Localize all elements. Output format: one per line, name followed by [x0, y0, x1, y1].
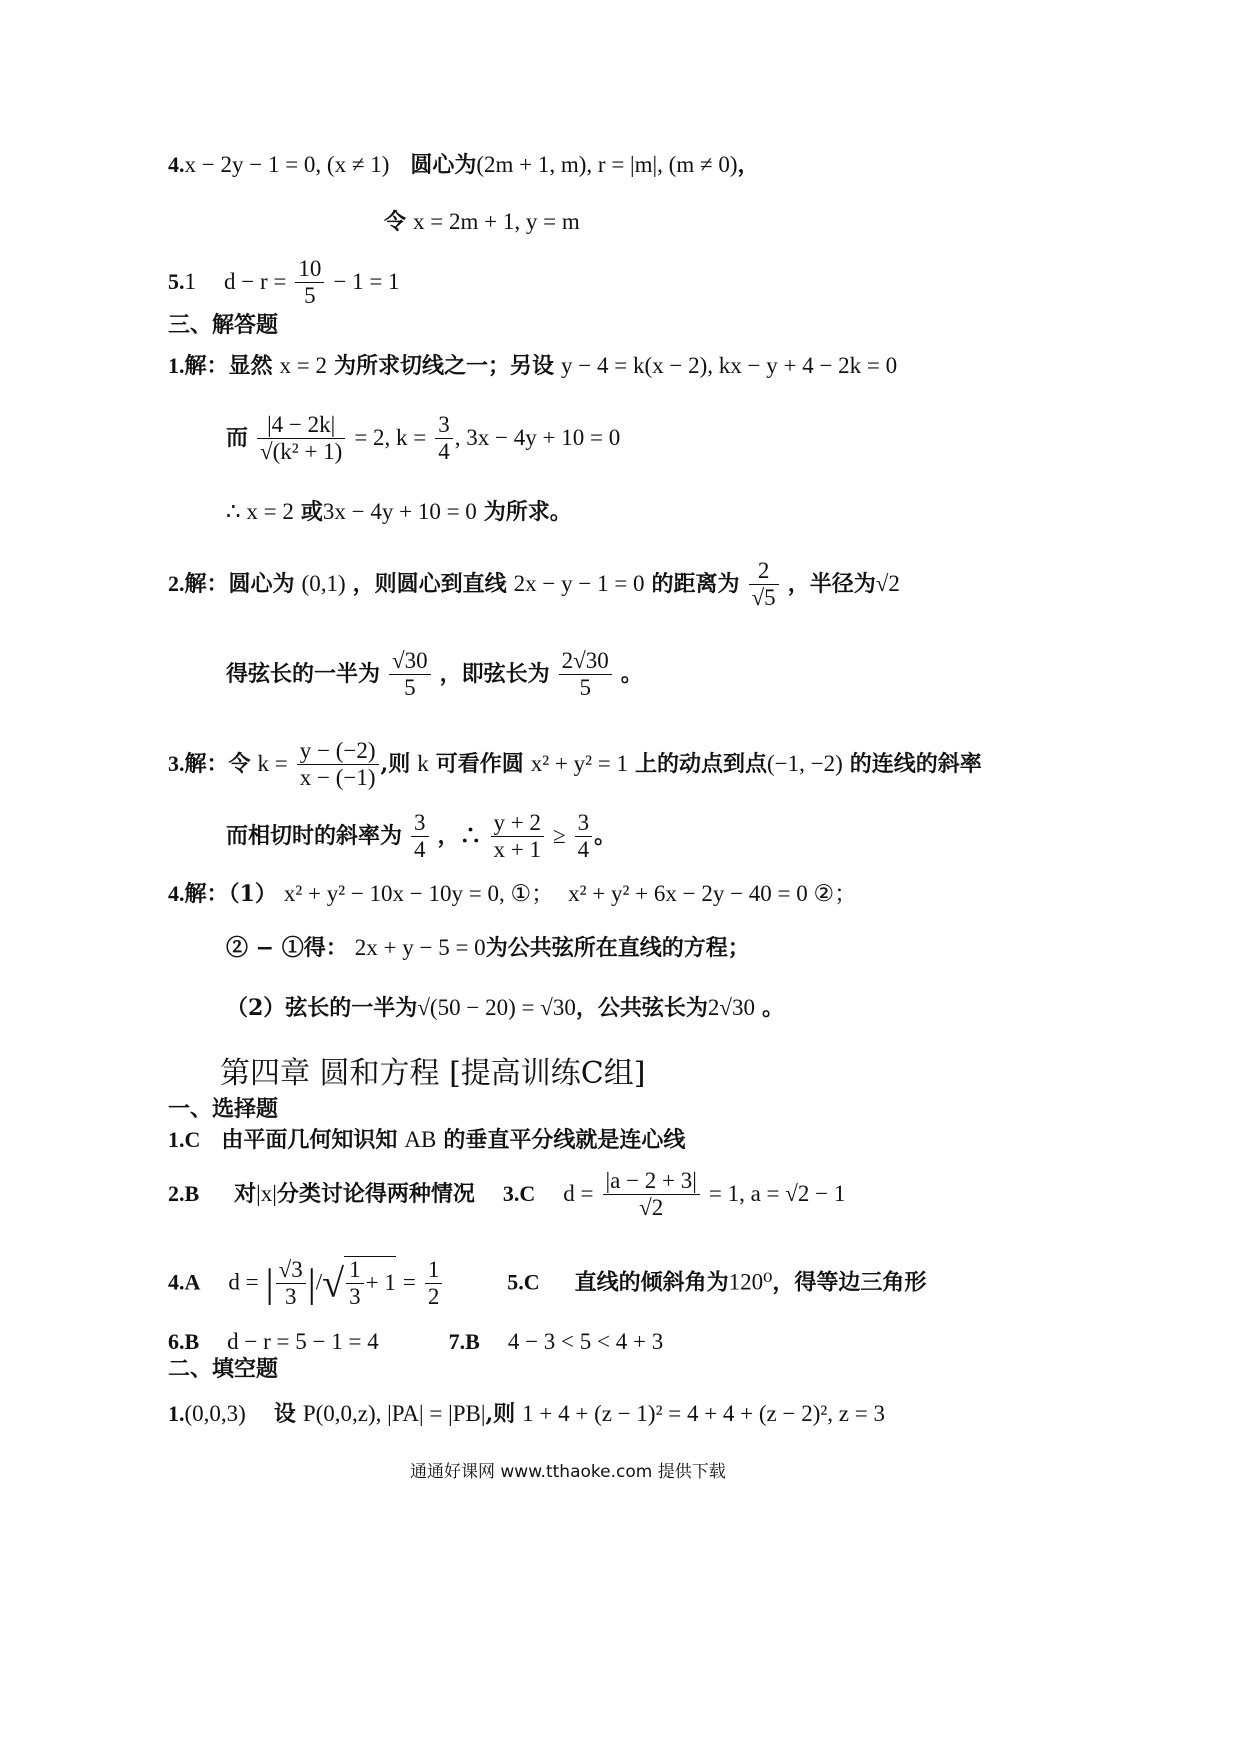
math-expression: /	[315, 1269, 323, 1295]
math-expression: (0,1)	[301, 570, 346, 596]
text: ，∴	[437, 822, 482, 849]
math-expression: =	[402, 1269, 416, 1295]
page-footer: 通通好课网 www.tthaoke.com 提供下载	[410, 1462, 726, 1482]
math-expression: d − r =	[223, 268, 287, 294]
text: 而	[226, 424, 249, 451]
text: 可看作圆	[435, 750, 524, 777]
text: ，公共弦长为	[575, 995, 708, 1021]
math-expression: x = 2	[279, 353, 328, 378]
item-number: 4.	[168, 152, 185, 177]
answer-value: 1	[184, 268, 196, 294]
math-expression: ≥	[553, 822, 566, 848]
answer-line-4	[168, 153, 760, 177]
text: （2）弦长的一半为	[226, 995, 418, 1021]
c-answer-1	[168, 1128, 685, 1152]
math-expression: 2x + y − 5 = 0	[354, 935, 486, 960]
fraction: $\frac{|4 - 2k|}{\text{√(k² + 1)}}$	[257, 412, 345, 466]
fraction: $\frac{10}{5}$	[295, 256, 324, 310]
text: 圆心为	[228, 570, 295, 597]
problem-number: 1.解：	[168, 353, 229, 378]
math-expression: d =	[228, 1269, 259, 1295]
text: 分类讨论得两种情况	[276, 1180, 475, 1207]
c-answer-2-3	[168, 1168, 845, 1222]
item-number: 1.C	[168, 1127, 201, 1152]
answer-value: (0,0,3)	[184, 1401, 246, 1426]
text: 。	[761, 995, 784, 1021]
text: 或	[300, 499, 323, 525]
fill-answer-1	[168, 1402, 885, 1426]
math-expression: √(50 − 20) = √30	[417, 995, 576, 1020]
section-heading: 二、填空题	[168, 1356, 279, 1382]
text: 显然	[228, 353, 273, 379]
text: 的垂直平分线就是连心线	[443, 1127, 686, 1153]
problem-1-conclusion	[226, 500, 572, 524]
math-expression: x² + y² − 10x − 10y = 0, ①；	[283, 881, 555, 906]
math-expression: 2x − y − 1 = 0	[513, 570, 645, 596]
text: 的连线的斜率	[849, 750, 982, 777]
problem-3-line	[168, 738, 982, 792]
item-number: 2.B	[168, 1180, 200, 1206]
section-heading: 一、选择题	[168, 1096, 279, 1122]
text: 设	[273, 1401, 296, 1427]
math-expression: d − r = 5 − 1 = 4	[227, 1329, 379, 1354]
math-expression: 2√30	[707, 995, 755, 1020]
math-expression: AB	[404, 1127, 437, 1152]
math-expression: k =	[257, 750, 288, 776]
problem-4-line	[168, 882, 857, 906]
math-expression: 120⁰	[728, 1269, 773, 1295]
chapter-title: 第四章 圆和方程 [提高训练C组]	[220, 1056, 646, 1091]
text: ，得等边三角形	[772, 1269, 927, 1296]
math-expression: x² + y² = 1	[530, 750, 628, 776]
text: 为公共弦所在直线的方程；	[485, 935, 750, 961]
math-expression: + 1	[365, 1269, 396, 1295]
item-number: 6.B	[168, 1329, 200, 1354]
text: 直线的倾斜角为	[574, 1269, 729, 1296]
math-expression: = 1, a = √2 − 1	[708, 1180, 846, 1206]
item-number: 1.	[168, 1401, 185, 1426]
problem-2-line	[168, 558, 900, 612]
fraction: $\frac{3}{4}$	[575, 810, 593, 864]
answer-line-5	[168, 256, 400, 310]
fraction: $\frac{2√30}{5}$	[559, 648, 612, 702]
fraction: $\frac{1}{3}$	[346, 1257, 364, 1311]
math-expression: − 1 = 1	[333, 268, 400, 294]
problem-number: 4.解：	[168, 881, 229, 906]
fraction: $\frac{y - (-2)}{x - (-1)}$	[297, 738, 379, 792]
math-expression: P(0,0,z), |PA| = |PB|	[302, 1401, 486, 1426]
fraction: $\frac{3}{4}$	[411, 810, 429, 864]
text: ，即弦长为	[439, 660, 550, 687]
text: 令	[384, 209, 407, 235]
math-expression: x² + y² + 6x − 2y − 40 = 0 ②；	[568, 881, 858, 906]
problem-number: 2.解：	[168, 570, 229, 596]
item-number: 5.C	[507, 1269, 540, 1295]
problem-2-result	[226, 648, 643, 702]
item-number: 5.	[168, 268, 185, 294]
math-expression: 3x − 4y + 10 = 0	[322, 499, 477, 524]
math-expression: 4 − 3 < 5 < 4 + 3	[507, 1329, 664, 1354]
text: 圆心为	[410, 152, 477, 178]
math-expression: x = 2m + 1, y = m	[413, 209, 580, 234]
fraction: $\frac{y + 2}{x + 1}$	[491, 810, 544, 864]
item-number: 4.A	[168, 1269, 201, 1295]
math-expression: x − 2y − 1 = 0, (x ≠ 1)	[184, 152, 390, 177]
text: 为所求切线之一；另设	[334, 353, 555, 379]
math-expression: k	[417, 750, 429, 776]
problem-1-line	[168, 354, 897, 378]
text: （1）	[228, 881, 277, 907]
fraction: $\frac{|a - 2 + 3|}{√2}$	[603, 1168, 700, 1222]
text: 上的动点到点	[634, 750, 767, 777]
c-answer-4-5: 4.A d = | $\frac{√3}{3}$ |/√ $\frac{1}{3}$ + 1 = $\frac{1}{2}$ 5.C 直线的倾斜角为120⁰，得等边三角形	[168, 1256, 927, 1310]
text: ,则	[485, 1401, 516, 1427]
text: 令	[228, 750, 251, 777]
text: ，半径为	[787, 570, 876, 597]
math-expression: , 3x − 4y + 10 = 0	[454, 424, 621, 450]
math-expression: ∴ x = 2	[226, 499, 294, 524]
math-expression: y − 4 = k(x − 2), kx − y + 4 − 2k = 0	[561, 353, 898, 378]
text: 由平面几何知识知	[221, 1127, 398, 1153]
math-expression: √2	[875, 570, 900, 596]
answer-line-let	[384, 210, 580, 234]
section-heading: 三、解答题	[168, 312, 279, 338]
problem-4-step	[226, 936, 750, 960]
math-expression: d =	[563, 1180, 594, 1206]
text: 对	[234, 1180, 257, 1207]
problem-number: 3.解：	[168, 750, 229, 776]
c-answer-6-7	[168, 1330, 663, 1354]
fraction: $\frac{√30}{5}$	[389, 648, 431, 702]
fraction: $\frac{1}{2}$	[425, 1257, 443, 1311]
item-number: 3.C	[502, 1180, 536, 1206]
text: ,则	[380, 750, 411, 777]
text: 的距离为	[651, 570, 740, 597]
math-expression: |x|	[256, 1180, 277, 1206]
item-number: 7.B	[448, 1329, 480, 1354]
text: ，	[737, 152, 760, 178]
text: 为所求。	[483, 499, 572, 525]
text: 得弦长的一半为	[226, 660, 381, 687]
problem-1-equation	[226, 412, 620, 466]
math-expression: = 2, k =	[354, 424, 427, 450]
text: 。	[594, 822, 617, 849]
problem-3-result	[226, 810, 616, 864]
fraction: $\frac{√3}{3}$	[276, 1257, 306, 1311]
math-expression: (2m + 1, m), r = |m|, (m ≠ 0)	[476, 152, 738, 177]
math-expression: (−1, −2)	[766, 750, 843, 776]
fraction: $\frac{3}{4}$	[435, 412, 453, 466]
text: 而相切时的斜率为	[226, 822, 403, 849]
fraction: $\frac{2}{√5}$	[749, 558, 779, 612]
text: ，则圆心到直线	[352, 570, 507, 597]
math-expression: 1 + 4 + (z − 1)² = 4 + 4 + (z − 2)², z = 3	[522, 1401, 885, 1426]
text: 。	[620, 660, 643, 687]
problem-4-part2	[226, 996, 784, 1020]
text: ② − ①得：	[226, 935, 348, 961]
